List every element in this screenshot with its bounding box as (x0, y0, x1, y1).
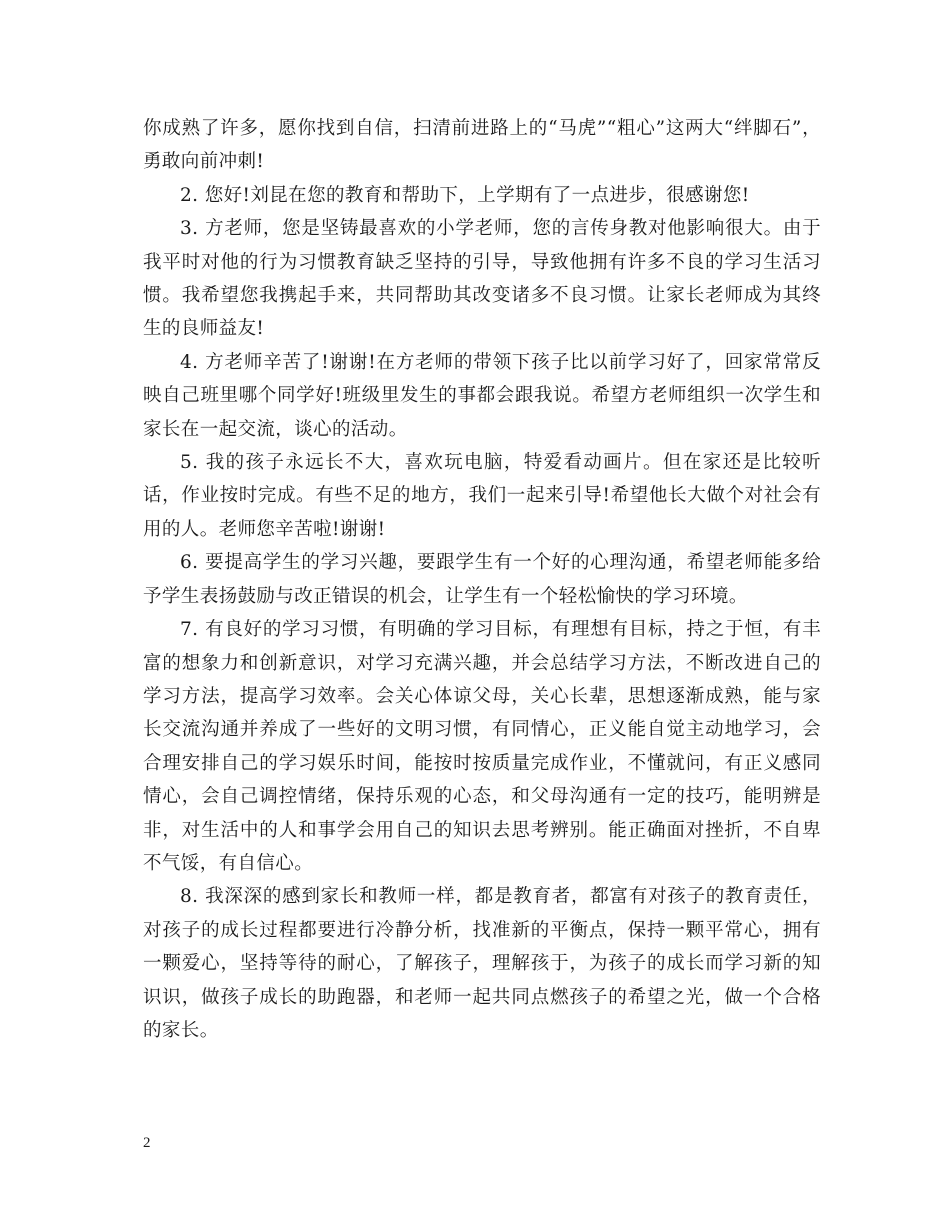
paragraph-6: 6. 要提高学生的学习兴趣，要跟学生有一个好的心理沟通，希望老师能多给予学生表扬鼓励与改正错误的机会，让学生有一个轻松愉快的学习环境。 (143, 552, 821, 607)
page-number: 2 (143, 1135, 151, 1151)
paragraph-1: 你成熟了许多，愿你找到自信，扫清前进路上的“马虎”“粗心”这两大“绊脚石”，勇敢向前冲刺! (143, 118, 821, 173)
paragraph-8: 8. 我深深的感到家长和教师一样，都是教育者，都富有对孩子的教育责任，对孩子的成长过程都要进行冷静分析，找准新的平衡点，保持一颗平常心，拥有一颗爱心，坚持等待的耐心，了解孩子，理解孩于，为孩子的成长而学习新的知识识，做孩子成长的助跑器，和老师一起共同点燃孩子的希望之光，做一个合格的家长。 (143, 886, 821, 1041)
paragraph-7: 7. 有良好的学习习惯，有明确的学习目标，有理想有目标，持之于恒，有丰富的想象力和创新意识，对学习充满兴趣，并会总结学习方法，不断改进自己的学习方法，提高学习效率。会关心体谅父母，关心长辈，思想逐渐成熟，能与家长交流沟通并养成了一些好的文明习惯，有同情心，正义能自觉主动地学习，会合理安排自己的学习娱乐时间，能按时按质量完成作业，不懂就问，有正义感同情心，会自己调控情绪，保持乐观的心态，和父母沟通有一定的技巧，能明辨是非，对生活中的人和事学会用自己的知识去思考辨别。能正确面对挫折，不自卑不气馁，有自信心。 (143, 619, 821, 874)
document-body (143, 112, 821, 1047)
paragraph-5: 5. 我的孩子永远长不大，喜欢玩电脑，特爱看动画片。但在家还是比较听话，作业按时完成。有些不足的地方，我们一起来引导!希望他长大做个对社会有用的人。老师您辛苦啦!谢谢! (143, 452, 821, 540)
paragraph-2: 2. 您好!刘昆在您的教育和帮助下，上学期有了一点进步，很感谢您! (180, 184, 750, 206)
paragraph-4: 4. 方老师辛苦了!谢谢!在方老师的带领下孩子比以前学习好了，回家常常反映自己班里哪个同学好!班级里发生的事都会跟我说。希望方老师组织一次学生和家长在一起交流，谈心的活动。 (143, 351, 821, 440)
paragraph-3: 3. 方老师，您是坚铸最喜欢的小学老师，您的言传身教对他影响很大。由于我平时对他的行为习惯教育缺乏坚持的引导，导致他拥有许多不良的学习生活习惯。我希望您我携起手来，共同帮助其改变诸多不良习惯。让家长老师成为其终生的良师益友! (143, 218, 821, 340)
